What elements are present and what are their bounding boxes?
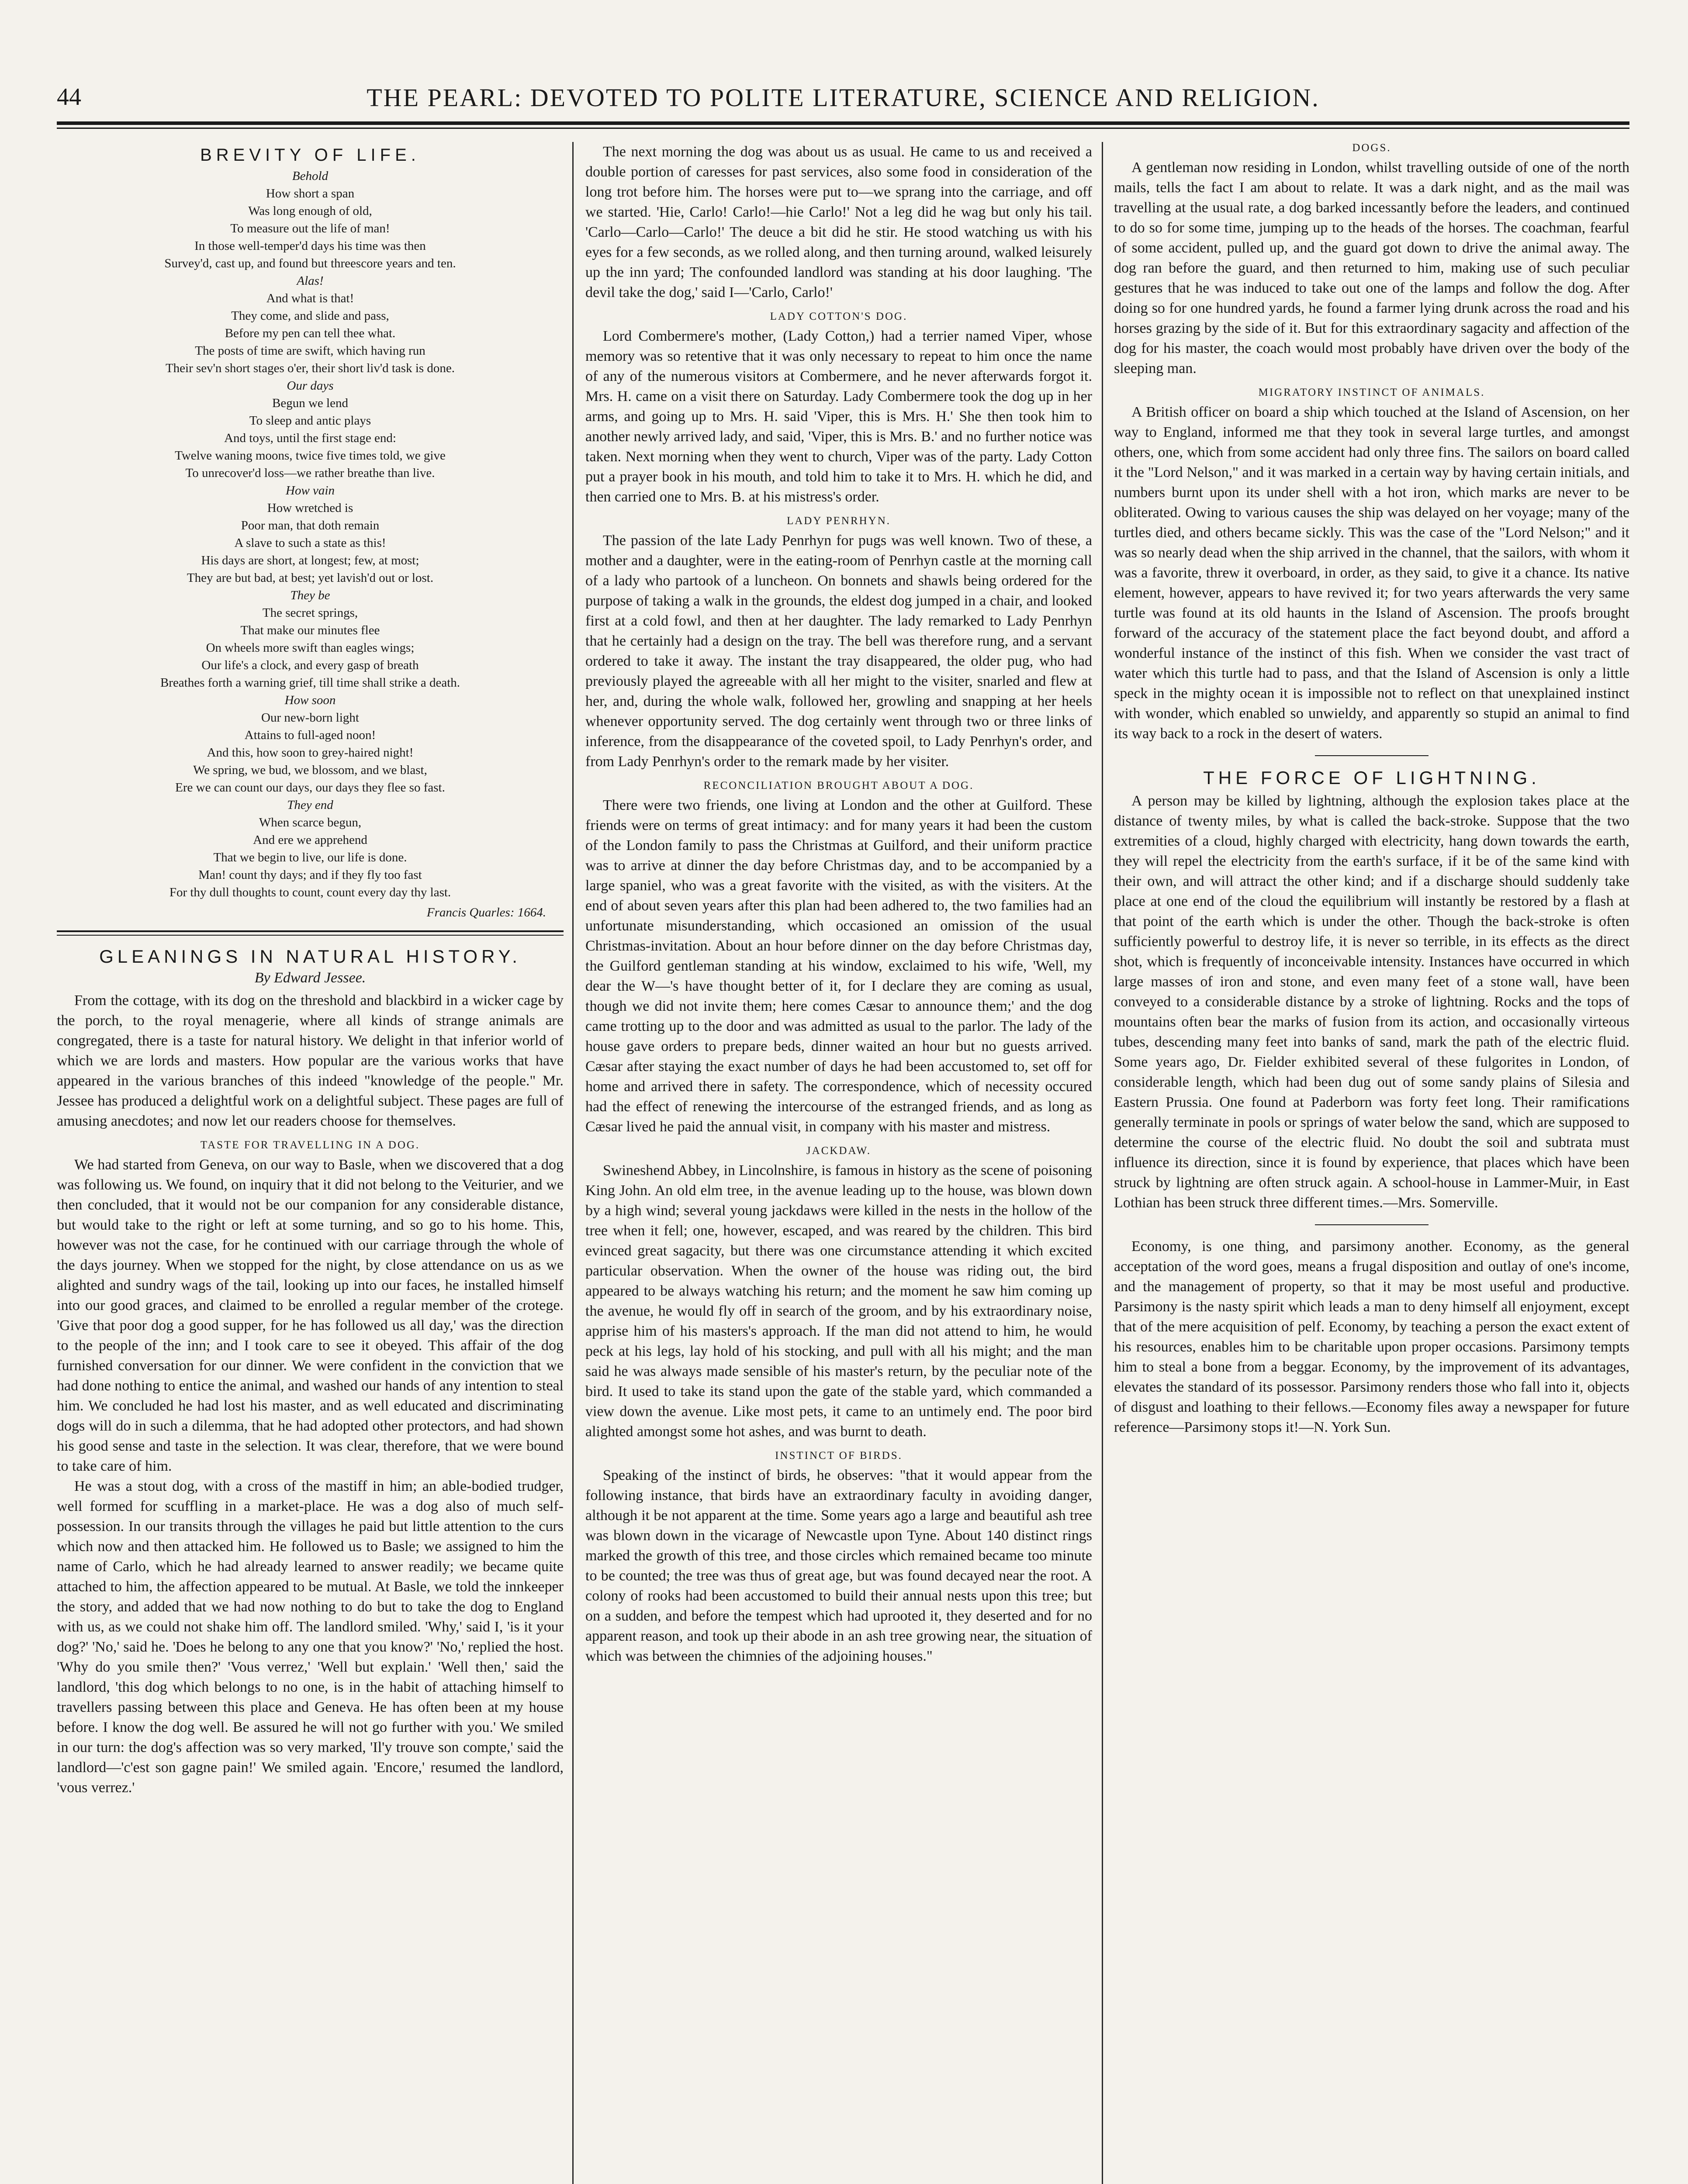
poem-line: That make our minutes flee [240, 623, 380, 637]
gleanings-intro: From the cottage, with its dog on the threshold and blackbird in a wicker cage by the porch, to the royal menagerie, where all kinds of strange animals are congregated, there is a taste for natural history. We delight in that inferior world of which we are lords and masters. How popular are the various works that have appeared in the various branches of this indeed "knowledge of the people." Mr. Jessee has produced a delightful work on a delightful subject. These pages are full of amusing anecdotes; and now let our readers choose for themselves. [57, 992, 564, 1129]
poem-line: Before my pen can tell thee what. [225, 326, 396, 340]
sub-heading: JACKDAW. [806, 1145, 872, 1157]
paragraph: There were two friends, one living at London and the other at Guilford. These friends were on terms of great intimacy: and for many years it had been the custom of the London family to pass the Christmas at Guilford, and their uniform practice was to arrive at dinner the day before Christmas day, and to be accompanied by a large spaniel, who was a great favorite with the visited, as with the visiters. At the end of about seven years after this plan had been adhered to, the two families had an unfortunate misunderstanding, which occasioned an omission of the usual Christmas-invitation. About an hour before dinner on the day before Christmas day, the Guilford gentleman standing at his window, exclaimed to his wife, 'Well, my dear the W—'s have thought better of it, for I declare they are coming as usual, though we did not invite them; here comes Cæsar to announce them;' and the dog came trotting up to the door and was admitted as usual to the parlor. The lady of the house gave orders to prepare beds, dinner waited an hour but no guests arrived. Cæsar after staying the exact number of days he had been accustomed to, set off for home and arrived there in safety. The correspondence, which of necessity occured had the effect of renewing the intercourse of the estranged friends, and as long as Cæsar lived he paid the annual visit, in company with his master and mistress. [585, 797, 1092, 1135]
poem-line: When scarce begun, [259, 816, 362, 829]
poem-line: Man! count thy days; and if they fly too fast [198, 868, 422, 882]
column-2 [585, 142, 1092, 2184]
poem-line: That we begin to live, our life is done. [213, 850, 407, 864]
poem-line: Begun we lend [272, 396, 348, 410]
paragraph: We had started from Geneva, on our way to Basle, when we discovered that a dog was following us. We found, on inquiry that it did not belong to the Veiturier, and we then concluded, that it would not be our companion for any considerable distance, but would take to the right or left at some turning, and so go to his home. This, however was not the case, for he continued with our carriage through the whole of the days journey. When we stopped for the night, by close attendance on us as we alighted and sundry wags of the tail, looking up into our faces, he installed himself into our good graces, and claimed to be enrolled a regular member of the crotege. 'Give that poor dog a good supper, for he has followed us all day,' was the direction to the people of the inn; and I took care to see it obeyed. This affair of the dog furnished conversation for our dinner. We were confident in the conviction that we had done nothing to entice the animal, and washed our hands of any intention to steal him. We concluded he had lost his master, and as well educated and discriminating dogs will do in such a dilemma, that he had adopted other protectors, and had shown his good sense and taste in the selection. It was clear, therefore, that we were bound to take care of him. [57, 1157, 564, 1474]
sub-heading: TASTE FOR TRAVELLING IN A DOG. [200, 1139, 420, 1151]
header-rule [57, 121, 1629, 125]
poem-line: They are but bad, at best; yet lavish'd out or lost. [187, 571, 434, 585]
column-rule-2 [1102, 142, 1103, 2184]
poem-line: Our days [287, 379, 334, 393]
poem-line: To sleep and antic plays [249, 414, 371, 428]
paragraph: A person may be killed by lightning, although the explosion takes place at the distance of twenty miles, by what is called the back-stroke. Suppose that the two extremities of a cloud, highly charged with electricity, hang down towards the earth, they will repel the electricity from the earth's surface, if it be of the same kind with their own, and will attract the other kind; and if a discharge should suddenly take place at one end of the cloud the equilibrium will instantly be restored by a flash at that point of the earth which is under the other. Though the back-stroke is often sufficiently powerful to destroy life, it is never so terrible, in its effects as the direct shot, which is frequently of inconceivable intensity. Instances have occurred in which large masses of iron and stone, and even many feet of a stone wall, have been conveyed to a considerable distance by a stroke of lightning. Rocks and the tops of mountains often bear the marks of fusion from its action, and occasionally virteous tubes, descending many feet into banks of sand, mark the path of the electric fluid. Some years ago, Dr. Fielder exhibited several of these fulgorites in London, of considerable length, which had been dug out of some sandy plains of Silesia and Eastern Prussia. One found at Paderborn was forty feet long. Their ramifications generally terminate in pools or springs of water below the sand, which are supposed to determine the course of the electric fluid. No doubt the soil and subtrata must influence its direction, since it is found by experience, that places which have been struck by lightning are often struck again. A school-house in Lammer-Muir, in East Lothian has been struck three different times.—Mrs. Somerville. [1114, 793, 1629, 1211]
paragraph: Swineshend Abbey, in Lincolnshire, is famous in history as the scene of poisoning King John. An old elm tree, in the avenue leading up to the house, was blown down by a high wind; several young jackdaws were killed in the nests in the hollow of the tree when it fell; one, however, escaped, and was reared by the children. This bird evinced great sagacity, but there was one circumstance attending it which excited particular observation. When the owner of the house was riding out, the bird appeared to be always watching his return; and the moment he saw him coming up the avenue, he would fly off in search of the groom, and by his extraordinary noise, apprise him of his masters's approach. If the man did not attend to him, he would peck at his legs, lay hold of his stocking, and pull with all his might; and the man said he was always made sensible of his master's return, by the peculiar note of the bird. It used to take its stand upon the gate of the stable yard, which commanded a view down the avenue. Like most pets, it came to an untimely end. The poor bird alighted amongst some hot ashes, and was burnt to death. [585, 1162, 1092, 1440]
column-rule-1 [572, 142, 574, 2184]
poem-line: His days are short, at longest; few, at most; [201, 553, 419, 567]
poem-line: Ere we can count our days, our days they flee so fast. [175, 781, 445, 795]
poem-line: They be [290, 588, 330, 602]
sub-heading: LADY PENRHYN. [786, 515, 891, 527]
poem-line: To measure out the life of man! [230, 221, 390, 235]
poem-line: And toys, until the first stage end: [224, 431, 396, 445]
poem-line: Alas! [297, 274, 324, 288]
poem-lines [57, 167, 564, 901]
poem-line: They come, and slide and pass, [231, 309, 389, 323]
poem [57, 146, 564, 901]
poem-line: We spring, we bud, we blossom, and we blast, [193, 763, 427, 777]
poem-line: They end [287, 798, 333, 812]
poem-line: How soon [284, 693, 336, 707]
poem-line: Their sev'n short stages o'er, their short liv'd task is done. [165, 361, 455, 375]
poem-line: How wretched is [267, 501, 353, 515]
poem-line: Survey'd, cast up, and found but threescore years and ten. [164, 256, 456, 270]
poem-line: Poor man, that doth remain [241, 518, 380, 532]
poem-line: The posts of time are swift, which having run [195, 344, 425, 358]
poem-line: And this, how soon to grey-haired night! [207, 746, 414, 760]
gleanings-title: GLEANINGS IN NATURAL HISTORY. [99, 946, 521, 967]
section-divider [57, 930, 564, 936]
paragraph: A British officer on board a ship which touched at the Island of Ascension, on her way to England, informed me that they took in several large turtles, and amongst others, one, which from some accident had only three fins. The sailors on board called it the "Lord Nelson," and it was marked in a certain way by having certain initials, and numbers burnt upon its under shell with a hot iron, which marks are never to be obliterated. Owing to various causes the ship was delayed on her voyage; many of the turtles died, and others became sickly. This was the case of the "Lord Nelson;" and it was so nearly dead when the ship arrived in the channel, that the sailors, with whom it was a favorite, threw it overboard, in order, as they said, to give it a chance. Its native element, however, appears to have revived it; for two years afterwards the very same turtle was found at its old haunts in the Island of Ascension. The proofs brought forward of the accuracy of the statement place the fact beyond doubt, and afford a wonderful instance of the instinct of this fish. When we consider the vast tract of water which this turtle had to pass, and that the Island of Ascension is only a little speck in the mighty ocean it is impossible not to reflect on that unexplained instinct with wonder, which enabled so unwieldy, and apparently so stupid an animal to find its way back to a rock in the desert of waters. [1114, 404, 1629, 742]
poem-attribution: Francis Quarles: 1664. [426, 905, 546, 919]
poem-line: For thy dull thoughts to count, count every day thy last. [169, 885, 451, 899]
paragraph: Speaking of the instinct of birds, he observes: "that it would appear from the following instance, that birds have an extraordinary faculty in avoiding danger, although it be not apparent at the time. Some years ago a large and beautiful ash tree was blown down in the vicarage of Newcastle upon Tyne. About 140 distinct rings marked the growth of this tree, and those circles which remained became too minute to be counted; the tree was thus of great age, but was found decayed near the root. A colony of rooks had been accustomed to build their annual nests upon this tree; but on a sudden, and before the tempest which had uprooted it, they deserted and for no apparent reason, and took up their abode in an ash tree growing near, the situation of which was between the chimnies of the adjoining houses." [585, 1467, 1092, 1664]
sub-heading: MIGRATORY INSTINCT OF ANIMALS. [1258, 387, 1485, 398]
newspaper-page [57, 66, 1629, 2184]
poem-line: How vain [286, 484, 335, 498]
poem-line: Our new-born light [261, 711, 359, 725]
paragraph: He was a stout dog, with a cross of the mastiff in him; an able-bodied trudger, well formed for scuffling in a market-place. He was a dog also of much self-possession. In our transits through the villages he paid but little attention to the curs which now and then attacked him. He followed us to Basle; we assigned to him the name of Carlo, which he had already learned to answer readily; we became quite attached to him, the affection appeared to be mutual. At Basle, we told the innkeeper the story, and added that we had now nothing to do but to take the dog to England with us, as we could not shake him off. The landlord smiled. 'Why,' said I, 'is it your dog?' 'No,' said he. 'Does he belong to any one that you know?' 'No,' replied the host. 'Why do you smile then?' 'Vous verrez,' 'Well but explain.' 'Well then,' said the landlord, 'this dog which belongs to no one, is in the habit of attaching himself to travellers passing between this place and Geneva. He has often been at my house before. I know the dog well. Be assured he will not go further with you.' We smiled in our turn: the dog's affection was so very marked, 'Il'y trouve son compte,' said the landlord—'c'est son gagne pain!' We smiled again. 'Encore,' resumed the landlord, 'vous verrez.' [57, 1478, 564, 1796]
poem-line: Was long enough of old, [248, 204, 372, 218]
poem-line: And what is that! [266, 291, 354, 305]
poem-title: BREVITY OF LIFE. [200, 145, 420, 165]
poem-line: How short a span [266, 187, 355, 200]
paragraph: A gentleman now residing in London, whilst travelling outside of one of the north mails, tells the fact I am about to relate. It was a dark night, and as the mail was travelling at the usual rate, a dog barked incessantly before the leaders, and continued to do so for some time, jumping up to the heads of the horses. The coachman, fearful of some accident, pulled up, and the guard got down to drive the animal away. The dog ran before the guard, and then returned to him, making use of such peculiar gestures that he was induced to take out one of the lamps and follow the dog. After doing so for one hundred yards, he found a farmer lying drunk across the road and his horses grazing by the side of it. But for this extraordinary sagacity and affection of the dog for his master, the coach would most probably have driven over the body of the sleeping man. [1114, 159, 1629, 377]
header-rule-thin [57, 128, 1629, 129]
lightning-title: THE FORCE OF LIGHTNING. [1203, 767, 1540, 788]
gleanings-byline: By Edward Jessee. [254, 970, 366, 986]
sub-heading: INSTINCT OF BIRDS. [775, 1450, 903, 1462]
poem-line: Attains to full-aged noon! [244, 728, 376, 742]
poem-line: And ere we apprehend [253, 833, 367, 847]
poem-line: Twelve waning moons, twice five times told, we give [175, 449, 446, 463]
economy-paragraph: Economy, is one thing, and parsimony another. Economy, as the general acceptation of the word goes, means a frugal disposition and outlay of one's income, and the management of property, so that it may be most useful and productive. Parsimony is the nasty spirit which leads a man to deny himself all enjoyment, except that of the mere acquisition of pelf. Economy, by teaching a person the exact extent of his resources, enables him to be charitable upon proper occasions. Parsimony tempts him to steal a bone from a beggar. Economy, by the improvement of its advantages, elevates the standard of its possessor. Parsimony renders those who fall into it, objects of disgust and loathing to their fellows.—Economy files away a newspaper for future reference—Parsimony stops it!—N. York Sun. [1114, 1238, 1629, 1435]
poem-line: In those well-temper'd days his time was then [194, 239, 426, 253]
page-number: 44 [57, 83, 81, 111]
paragraph: Lord Combermere's mother, (Lady Cotton,) had a terrier named Viper, whose memory was so retentive that it was only necessary to repeat to him once the name of any of the numerous visitors at Combermere, and he never afterwards forgot it. Mrs. H. came on a visit there on Saturday. Lady Combermere took the dog up in her arms, and going up to Mrs. H. said 'Viper, this is Mrs. H.' She then took him to another newly arrived lady, and said, 'Viper, this is Mrs. B.' and no further notice was taken. Next morning when they went to church, Viper was of the party. Lady Cotton put a prayer book in his mouth, and told him to take it to Mrs. H. which he did, and then carried one to Mrs. B. at his mistress's order. [585, 328, 1092, 505]
poem-line: To unrecover'd loss—we rather breathe than live. [185, 466, 435, 480]
page-header [57, 66, 1629, 127]
poem-line: Our life's a clock, and every gasp of breath [201, 658, 419, 672]
paragraph: The passion of the late Lady Penrhyn for pugs was well known. Two of these, a mother and a daughter, were in the eating-room of Penrhyn castle at the morning call of a lady who partook of a luncheon. On bonnets and shawls being ordered for the purpose of taking a walk in the grounds, the eldest dog jumped in a chair, and looked first at a cold fowl, and then at her daughter. The lady remarked to Lady Penrhyn that he certainly had a design on the tray. The bell was therefore rung, and a servant ordered to take it away. The instant the tray disappeared, the older pug, who had previously played the agreeable with all her might to the visiter, snarled and flew at her, and, during the whole walk, followed her, growling and snapping at her heels whenever opportunity served. The dog certainly went through two or three links of inference, from the disappearance of the coveted spoil, to Lady Penrhyn's order, and from Lady Penrhyn's order to the remark made by her visiter. [585, 532, 1092, 770]
running-head: THE PEARL: DEVOTED TO POLITE LITERATURE, SCIENCE AND RELIGION. [367, 83, 1320, 112]
sub-heading: RECONCILIATION BROUGHT ABOUT A DOG. [703, 780, 974, 791]
sub-heading: DOGS. [1352, 142, 1391, 154]
section-divider [1315, 755, 1429, 756]
sub-heading: LADY COTTON'S DOG. [770, 311, 908, 322]
column-1 [57, 142, 564, 2184]
paragraph: The next morning the dog was about us as usual. He came to us and received a double portion of caresses for past services, also some food in consideration of the long trot before him. The horses were put to—we sprang into the carriage, and off we started. 'Hie, Carlo! Carlo!—hie Carlo!' Not a leg did he wag but only his tail. 'Carlo—Carlo—Carlo!' The deuce a bit did he stir. He stood watching us with his eyes for a few seconds, as we rolled along, and then turning around, walked leisurely up the inn yard; The confounded landlord was standing at his door laughing. 'The devil take the dog,' said I—'Carlo, Carlo!' [585, 144, 1092, 301]
poem-line: Breathes forth a warning grief, till time shall strike a death. [160, 676, 460, 690]
column-3 [1114, 142, 1629, 2184]
poem-line: A slave to such a state as this! [234, 536, 386, 550]
section-divider [1315, 1224, 1429, 1225]
poem-line: The secret springs, [262, 606, 358, 620]
poem-line: On wheels more swift than eagles wings; [206, 641, 415, 655]
poem-line: Behold [292, 169, 329, 183]
